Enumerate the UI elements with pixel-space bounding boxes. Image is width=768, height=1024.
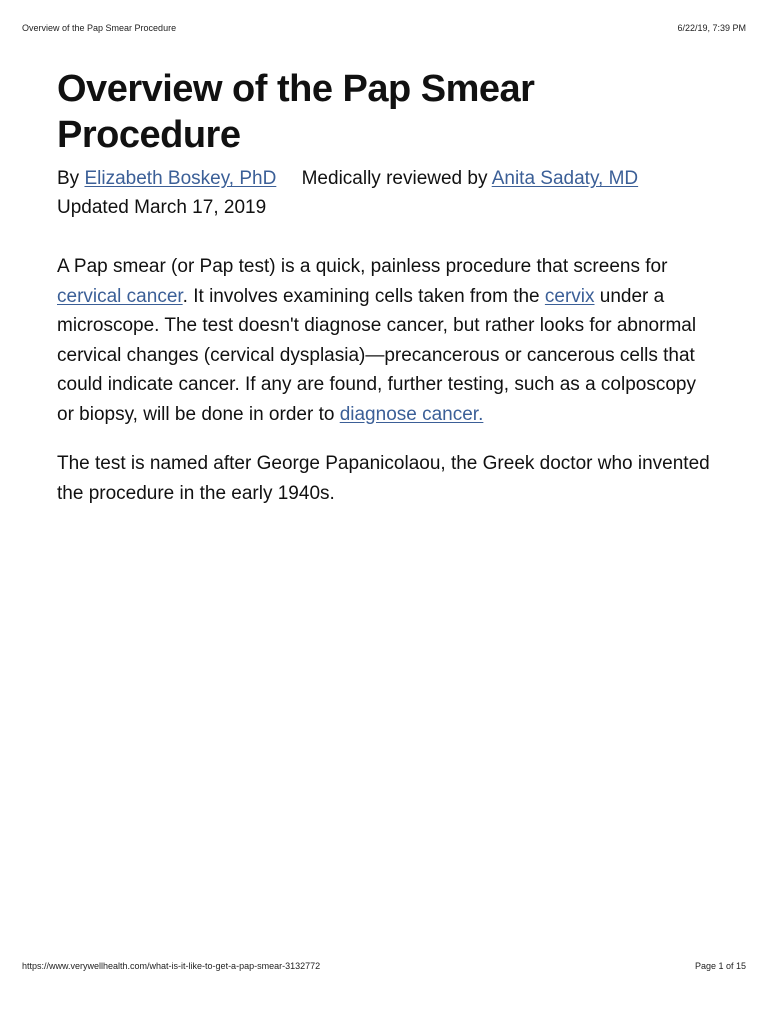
paragraph-history: The test is named after George Papanicolaou, the Greek doctor who invented the procedure in the early 1940s.	[57, 453, 710, 504]
article-body	[57, 252, 717, 508]
article	[57, 66, 717, 528]
reviewed-prefix: Medically reviewed by	[301, 168, 488, 189]
author-link[interactable]: Elizabeth Boskey, PhD	[84, 168, 277, 189]
page-number: Page 1 of 15	[694, 961, 746, 971]
paragraph-text: . It involves examining cells taken from the	[182, 285, 545, 307]
page-title: Overview of the Pap Smear Procedure	[57, 68, 535, 156]
print-header	[22, 22, 746, 34]
page-url: https://www.verywellhealth.com/what-is-it-like-to-get-a-pap-smear-3132772	[22, 961, 321, 971]
diagnose-cancer-link[interactable]: diagnose cancer.	[339, 403, 484, 425]
paragraph-intro	[57, 252, 717, 429]
print-header-title: Overview of the Pap Smear Procedure	[22, 23, 177, 33]
print-footer	[22, 960, 746, 972]
paragraph-text: A Pap smear (or Pap test) is a quick, painless procedure that screens for	[57, 256, 668, 277]
reviewer-link[interactable]: Anita Sadaty, MD	[491, 168, 639, 189]
reviewer-block	[302, 168, 639, 189]
print-header-datetime: 6/22/19, 7:39 PM	[677, 23, 746, 33]
cervical-cancer-link[interactable]: cervical cancer	[57, 285, 183, 307]
updated-date: Updated March 17, 2019	[57, 197, 267, 218]
byline-prefix: By	[57, 168, 80, 189]
paragraph-text: under a microscope. The test doesn't diagnose cancer, but rather looks for abnormal cervical changes (cervical dysplasia)—precancerous or cancerous cells that could indicate cancer. If any are found, further testing, such as a colposcopy or biopsy, will be done in order to	[57, 285, 697, 425]
byline	[57, 164, 717, 193]
cervix-link[interactable]: cervix	[544, 285, 595, 307]
